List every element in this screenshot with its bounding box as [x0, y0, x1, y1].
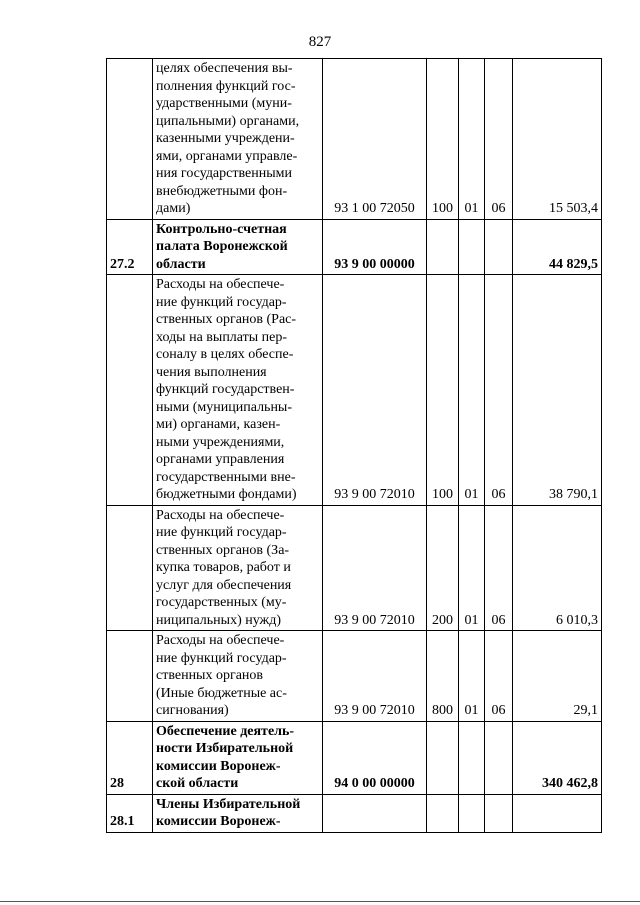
row-vr-code: [427, 794, 459, 832]
row-csr-code: 94 0 00 00000: [323, 721, 427, 794]
row-amount: 15 503,4: [513, 59, 602, 220]
row-amount: 340 462,8: [513, 721, 602, 794]
table-row: [107, 794, 602, 832]
row-rz-code: [459, 794, 485, 832]
row-amount: [513, 794, 602, 832]
row-rz-code: [459, 721, 485, 794]
row-pr-code: [485, 219, 513, 275]
row-rz-code: 01: [459, 631, 485, 722]
row-vr-code: [427, 721, 459, 794]
row-pr-code: 06: [485, 505, 513, 631]
row-pr-code: 06: [485, 59, 513, 220]
row-rz-code: 01: [459, 505, 485, 631]
row-name: Расходы на обеспече- ние функций государ- ственных органов (Рас- ходы на выплаты пер- соналу в целях обеспе- чения выполнения функций государствен- ными (муниципальны- ми) органами, казен- ными учреждениями, органами управления государственными вне- бюджетными фондами): [156, 277, 297, 502]
row-csr-code: 93 9 00 00000: [323, 219, 427, 275]
row-rz-code: 01: [459, 59, 485, 220]
row-amount: 29,1: [513, 631, 602, 722]
row-vr-code: 100: [427, 59, 459, 220]
row-vr-code: [427, 219, 459, 275]
row-pr-code: 06: [485, 631, 513, 722]
row-csr-code: 93 9 00 72010: [323, 631, 427, 722]
row-vr-code: 200: [427, 505, 459, 631]
row-name: Расходы на обеспече- ние функций государ- ственных органов (Иные бюджетные ас- сигнования): [156, 633, 287, 718]
row-name: Члены Избирательной комиссии Воронеж-: [156, 796, 301, 829]
row-amount: 6 010,3: [513, 505, 602, 631]
row-name: Обеспечение деятель- ности Избирательной комиссии Воронеж- ской области: [156, 723, 295, 791]
row-pr-code: [485, 794, 513, 832]
row-number: [107, 631, 153, 722]
budget-table: [106, 58, 602, 833]
row-name: Расходы на обеспече- ние функций государ- ственных органов (За- купка товаров, работ и услуг для обеспечения государственных (му- ниципальных) нужд): [156, 507, 292, 628]
row-amount: 44 829,5: [513, 219, 602, 275]
row-number: 27.2: [107, 219, 153, 275]
row-pr-code: 06: [485, 275, 513, 506]
row-amount: 38 790,1: [513, 275, 602, 506]
row-csr-code: [323, 794, 427, 832]
row-csr-code: 93 1 00 72050: [323, 59, 427, 220]
row-vr-code: 800: [427, 631, 459, 722]
row-name: целях обеспечения вы- полнения функций гос- ударственными (муни- ципальными) органами, казенными учреждени- ями, органами управле- ния государственными внебюджетными фон- дами): [156, 61, 300, 216]
table-row: [107, 275, 602, 506]
row-number: 28: [107, 721, 153, 794]
row-rz-code: 01: [459, 275, 485, 506]
row-rz-code: [459, 219, 485, 275]
row-number: 28.1: [107, 794, 153, 832]
row-number: [107, 505, 153, 631]
table-row: [107, 631, 602, 722]
table-row: [107, 505, 602, 631]
page-number: 827: [308, 34, 332, 50]
row-number: [107, 275, 153, 506]
row-number: [107, 59, 153, 220]
page-bottom-rule: [0, 901, 640, 902]
table-row: [107, 219, 602, 275]
row-csr-code: 93 9 00 72010: [323, 275, 427, 506]
row-name: Контрольно-счетная палата Воронежской области: [156, 221, 288, 272]
row-vr-code: 100: [427, 275, 459, 506]
table-row: [107, 59, 602, 220]
row-pr-code: [485, 721, 513, 794]
table-row: [107, 721, 602, 794]
row-csr-code: 93 9 00 72010: [323, 505, 427, 631]
